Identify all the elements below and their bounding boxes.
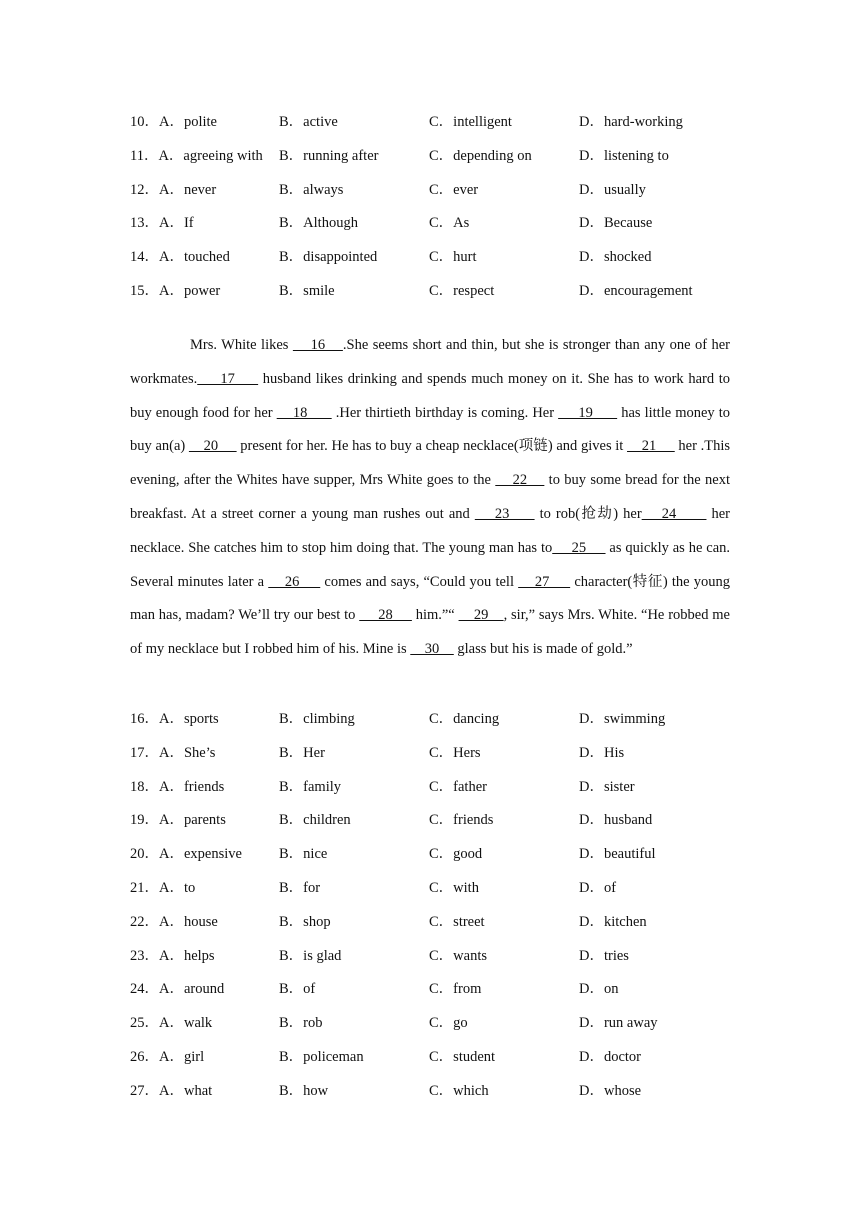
option-c: C．which	[429, 1082, 489, 1099]
option-a: 18．A．friends	[130, 778, 225, 795]
passage-text: , sir,” says Mrs. White. “He robbed me of my necklace but I robbed him of his. Mine is	[130, 607, 730, 658]
passage-text: glass but his is made of gold.”	[453, 641, 633, 658]
option-d: D．of	[579, 880, 617, 896]
option-c: C．ever	[429, 181, 479, 198]
option-a: 17．A．She’s	[130, 744, 216, 761]
option-b: B．for	[279, 880, 321, 896]
passage-text: .Her thirtieth birthday is coming. Her	[331, 404, 559, 421]
blank: 23	[474, 505, 535, 522]
blank: 16	[292, 337, 343, 353]
blank: 18	[276, 404, 332, 421]
option-d: D．encouragement	[579, 283, 693, 299]
option-b: B．running after	[279, 147, 379, 164]
passage-text: her necklace. She catches him to stop him doing that. The young man has to	[130, 505, 731, 556]
option-d: D．His	[579, 744, 625, 761]
option-a: 26．A．girl	[130, 1049, 205, 1065]
option-c: C．wants	[429, 947, 487, 964]
option-a: 12．A．never	[130, 181, 217, 198]
option-a: 20．A．expensive	[130, 846, 242, 863]
option-b: B．family	[279, 778, 342, 795]
option-b: B．always	[279, 181, 344, 198]
option-a: 16．A．sports	[130, 711, 219, 727]
option-d: D．tries	[579, 947, 629, 964]
option-c: C．good	[429, 846, 483, 863]
blank: 27	[518, 573, 571, 590]
passage-text: present for her. He has to buy a cheap necklace(项链) and gives it	[236, 438, 628, 455]
option-b: B．how	[279, 1082, 329, 1099]
option-b: B．smile	[279, 283, 335, 299]
option-b: B．disappointed	[279, 249, 378, 266]
blank: 24	[641, 505, 707, 522]
blank: 29	[458, 607, 504, 624]
option-c: C．hurt	[429, 249, 477, 266]
option-b: B．Her	[279, 744, 325, 761]
passage-text: .She seems short and thin, but she is stronger than any one of her workmates.	[130, 337, 731, 387]
option-b: B．climbing	[279, 711, 355, 727]
passage-text: comes and says, “Could you tell	[320, 573, 519, 590]
passage-text: husband likes drinking and spends much money on it. She has to work hard to buy enough food for her	[130, 370, 730, 421]
option-d: D．beautiful	[579, 846, 656, 863]
option-c: C．respect	[429, 283, 495, 299]
option-c: C．As	[429, 215, 470, 232]
passage-text: character(特征) the young man has, madam? We’ll try our best to	[130, 573, 731, 624]
option-a: 15．A．power	[130, 283, 221, 299]
option-c: C．Hers	[429, 744, 481, 761]
passage-text: her .This evening, after the Whites have supper, Mrs White goes to the	[130, 438, 731, 489]
option-c: C．intelligent	[429, 114, 512, 130]
option-c: C．father	[429, 778, 487, 795]
blank: 17	[197, 370, 259, 387]
option-b: B．nice	[279, 846, 328, 863]
option-c: C．from	[429, 981, 482, 998]
option-c: C．dancing	[429, 711, 500, 727]
option-b: B．rob	[279, 1015, 323, 1032]
blank: 19	[558, 404, 618, 421]
option-c: C．go	[429, 1015, 468, 1032]
blank: 22	[495, 472, 545, 489]
passage-text: has little money to buy an(a)	[130, 404, 730, 455]
option-a: 14．A．touched	[130, 249, 230, 266]
option-b: B．shop	[279, 913, 331, 930]
option-a: 10．A．polite	[130, 114, 217, 130]
option-c: C．depending on	[429, 147, 532, 164]
option-c: C．student	[429, 1049, 496, 1065]
option-b: B．children	[279, 812, 351, 829]
option-a: 23．A．helps	[130, 947, 215, 964]
option-a: 25．A．walk	[130, 1015, 213, 1032]
option-b: B．of	[279, 981, 316, 998]
option-b: B．policeman	[279, 1049, 364, 1065]
option-d: D．hard-working	[579, 114, 683, 130]
passage-text: as quickly as he can. Several minutes later a	[130, 539, 731, 590]
passage-text: to buy some bread for the next breakfast. At a street corner a young man rushes out and	[130, 472, 731, 522]
option-d: D．usually	[579, 181, 646, 198]
option-d: D．swimming	[579, 711, 666, 727]
option-b: B．is glad	[279, 947, 342, 964]
option-d: D．doctor	[579, 1049, 642, 1065]
option-d: D．kitchen	[579, 913, 647, 930]
option-d: D．Because	[579, 215, 653, 232]
option-a: 13．A．If	[130, 215, 194, 232]
blank: 20	[188, 438, 237, 455]
option-d: D．sister	[579, 778, 635, 795]
option-c: C．friends	[429, 812, 494, 829]
option-d: D．whose	[579, 1082, 642, 1099]
passage-text: him.”“	[411, 607, 459, 624]
option-d: D．shocked	[579, 249, 652, 266]
blank: 28	[359, 607, 412, 624]
option-c: C．street	[429, 913, 485, 930]
option-d: D．listening to	[579, 147, 669, 164]
blank: 21	[627, 438, 675, 455]
option-a: 19．A．parents	[130, 812, 226, 829]
option-a: 21．A．to	[130, 880, 196, 896]
passage-text: to rob(抢劫) her	[534, 505, 642, 522]
option-d: D．run away	[579, 1015, 658, 1032]
option-a: 22．A．house	[130, 913, 218, 930]
cloze-passage	[130, 329, 730, 667]
blank: 25	[552, 539, 606, 556]
option-c: C．with	[429, 880, 479, 896]
option-a: 24．A．around	[130, 981, 225, 998]
option-b: B．active	[279, 114, 338, 130]
option-d: D．husband	[579, 812, 653, 829]
option-a: 27．A．what	[130, 1082, 213, 1099]
passage-text: Mrs. White likes	[190, 337, 293, 353]
blank: 26	[268, 573, 321, 590]
option-d: D．on	[579, 981, 619, 998]
option-a: 11．A．agreeing with	[130, 147, 263, 164]
blank: 30	[410, 641, 454, 658]
option-b: B．Although	[279, 215, 358, 232]
